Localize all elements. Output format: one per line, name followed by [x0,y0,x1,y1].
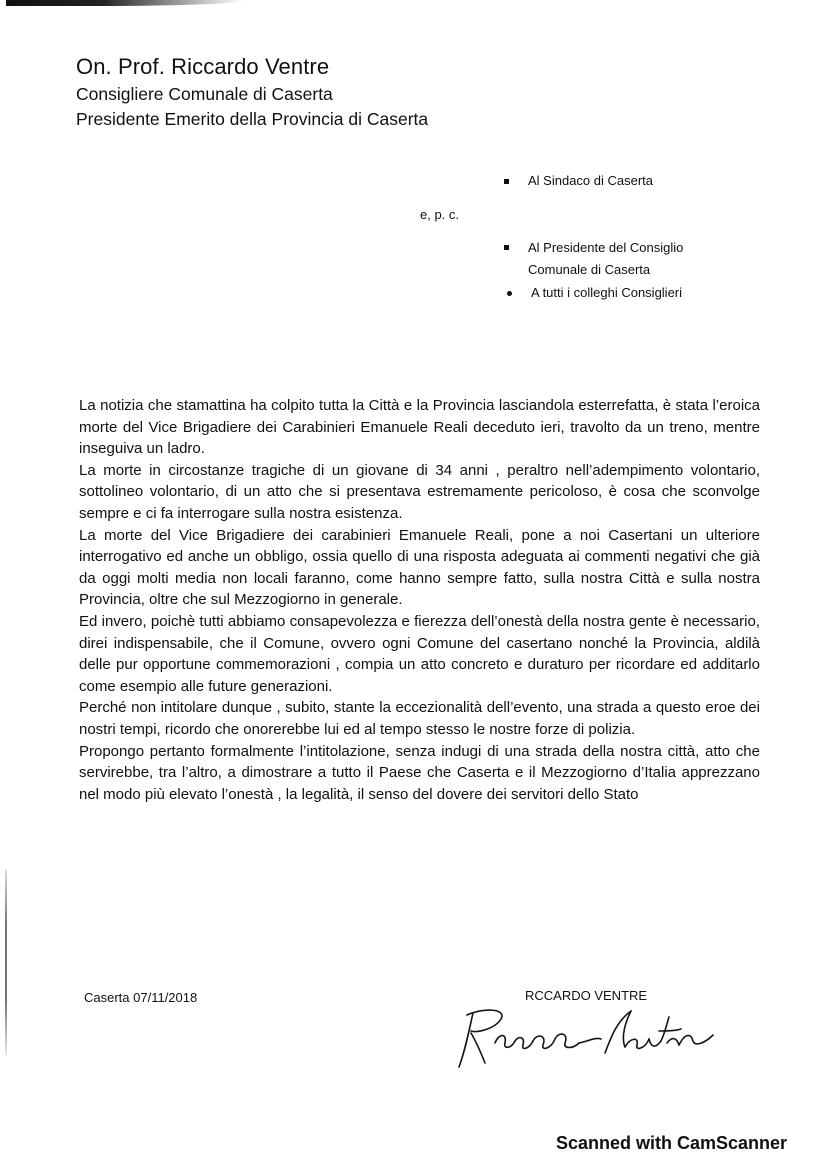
sender-name: On. Prof. Riccardo Ventre [76,54,330,79]
cc-recipient-1-line2: Comunale di Caserta [528,262,651,277]
paragraph: La morte in circostanze tragiche di un giovane di 34 anni , peraltro nell’adempimento volontario, sottolineo volontario, di un atto che si presentava estremamente pericoloso, è cosa che sconvolge sempre e ci fa interrogare sulla nostra esistenza. [79,461,760,522]
paragraph: Ed invero, poichè tutti abbiamo consapevolezza e fierezza dell’onestà della nostra gente è necessario, direi indispensabile, che il Comune, ovvero ogni Comune del casertano nonché la Provincia, aldilà delle pur opportune commemorazioni , compia un atto concreto e duraturo per ricordare ed additarlo come esempio alle future generazioni. [79,612,760,695]
camscanner-watermark: Scanned with CamScanner [556,1133,788,1153]
cc-recipient-2: A tutti i colleghi Consiglieri [531,285,683,300]
scan-edge-shadow-top [6,0,246,6]
letterhead [76,52,428,132]
paragraph: Propongo pertanto formalmente l’intitolazione, senza indugi di una strada della nostra città, atto che servirebbe, tra l’altro, a dimostrare a tutto il Paese che Caserta e il Mezzogiorno d’Italia apprezzano nel modo più elevato l’onestà , la legalità, il senso del dovere dei servitori dello Stato [79,742,760,803]
signer-name: RCCARDO VENTRE [525,988,648,1003]
sender-role-2: Presidente Emerito della Provincia di Caserta [76,109,429,129]
dot-bullet-icon [507,291,512,296]
square-bullet-icon [504,245,509,250]
paragraph: Perché non intitolare dunque , subito, stante la eccezionalità dell’evento, una strada a questo eroe dei nostri tempi, ricordo che onorerebbe lui ed al tempo stesso le nostre forze di polizia. [79,699,760,738]
letter-body [79,395,760,805]
paragraph: La notizia che stamattina ha colpito tutta la Città e la Provincia lasciandola esterrefatta, è stata l’eroica morte del Vice Brigadiere dei Carabinieri Emanuele Reali deceduto ieri, travolto da un treno, mentre inseguiva un ladro. [79,397,760,458]
cc-recipient-1-line1: Al Presidente del Consiglio [528,240,684,255]
place-date: Caserta 07/11/2018 [84,990,198,1005]
scan-edge-shadow-left [5,870,7,1055]
cc-label: e, p. c. [420,207,460,222]
signature-icon [455,1003,735,1073]
square-bullet-icon [504,179,509,184]
sender-role-1: Consigliere Comunale di Caserta [76,84,333,104]
paragraph: La morte del Vice Brigadiere dei carabinieri Emanuele Reali, pone a noi Casertani un ulteriore interrogativo ed anche un obbligo, ossia quello di una risposta adeguata ai commenti negativi che già da oggi molti media non locali faranno, come hanno sempre fatto, sulla nostra Città e sulla nostra Provincia, oltre che sul Mezzogiorno in generale. [79,526,760,609]
primary-recipient: Al Sindaco di Caserta [528,173,654,188]
